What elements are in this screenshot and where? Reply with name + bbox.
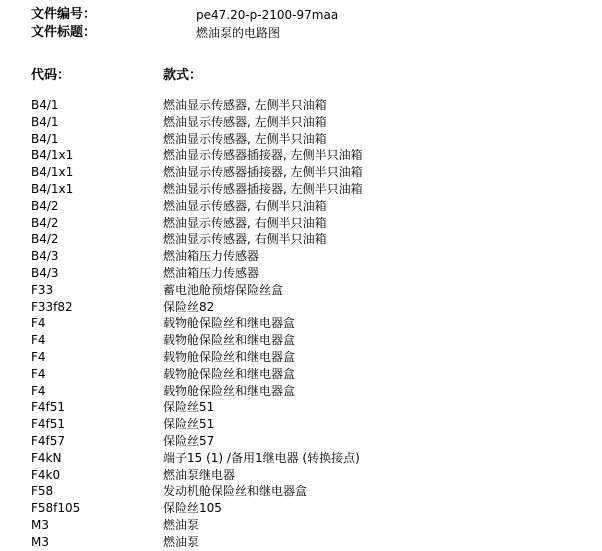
component-code: F4: [31, 383, 46, 398]
list-item: [31, 215, 591, 232]
component-description: 保险丝51: [163, 400, 215, 415]
component-description: 燃油显示传感器, 左侧半只油箱: [163, 98, 327, 112]
list-item: [31, 282, 591, 299]
component-description: 保险丝82: [163, 299, 215, 314]
type-column-header: 款式：: [163, 68, 203, 83]
component-description: 载物舱保险丝和继电器盒: [163, 366, 296, 381]
component-code: B4/1x1: [31, 165, 74, 180]
component-description: 蓄电池舱预熔保险丝盒: [163, 282, 284, 297]
component-description: 端子15 (1) /备用1继电器 (转换接点): [163, 450, 360, 465]
component-code: F4: [31, 349, 46, 364]
list-item: [31, 97, 591, 114]
list-item: [31, 349, 591, 366]
list-item: [31, 366, 591, 383]
code-column-header: 代码：: [31, 68, 71, 83]
component-description: 燃油显示传感器, 左侧半只油箱: [163, 114, 327, 129]
component-list: [31, 97, 591, 551]
list-item: [31, 198, 591, 215]
list-item: [31, 147, 591, 164]
component-description: 燃油显示传感器插接器, 左侧半只油箱: [163, 181, 363, 196]
component-description: 燃油显示传感器, 右侧半只油箱: [163, 198, 327, 213]
table-header: [31, 68, 591, 84]
file-title-label: 文件标题：: [31, 25, 97, 40]
component-code: B4/1: [31, 131, 59, 146]
component-code: F33: [31, 282, 54, 297]
list-item: [31, 467, 591, 484]
list-item: [31, 517, 591, 534]
component-code: B4/2: [31, 232, 59, 247]
list-item: [31, 416, 591, 433]
component-description: 保险丝57: [163, 433, 215, 448]
component-description: 燃油显示传感器插接器, 左侧半只油箱: [163, 165, 363, 180]
component-code: B4/1: [31, 98, 59, 112]
component-description: 载物舱保险丝和继电器盒: [163, 333, 296, 348]
component-description: 燃油泵继电器: [163, 467, 236, 482]
list-item: [31, 131, 591, 148]
component-code: F4f51: [31, 417, 66, 432]
file-title-row: [31, 25, 591, 41]
list-item: [31, 433, 591, 450]
component-description: 保险丝51: [163, 417, 215, 432]
component-description: 燃油显示传感器, 右侧半只油箱: [163, 232, 327, 247]
list-item: [31, 450, 591, 467]
list-item: [31, 383, 591, 400]
component-code: F4: [31, 333, 46, 348]
list-item: [31, 500, 591, 517]
file-title-value: 燃油泵的电路图: [196, 26, 281, 40]
component-description: 载物舱保险丝和继电器盒: [163, 316, 296, 331]
component-description: 燃油泵: [163, 534, 200, 549]
list-item: [31, 315, 591, 332]
component-description: 载物舱保险丝和继电器盒: [163, 383, 296, 398]
component-code: F4k0: [31, 467, 61, 482]
component-description: 燃油显示传感器, 右侧半只油箱: [163, 215, 327, 230]
component-code: M3: [31, 534, 49, 549]
component-code: M3: [31, 517, 49, 532]
list-item: [31, 114, 591, 131]
list-item: [31, 181, 591, 198]
list-item: [31, 164, 591, 181]
component-code: F4: [31, 366, 46, 381]
component-description: 燃油泵: [163, 517, 200, 532]
component-code: B4/1: [31, 114, 59, 129]
list-item: [31, 534, 591, 551]
file-number-value: pe47.20-p-2100-97maa: [196, 8, 339, 22]
file-number-row: [31, 7, 591, 23]
component-code: B4/2: [31, 198, 59, 213]
list-item: [31, 231, 591, 248]
component-description: 燃油箱压力传感器: [163, 265, 260, 280]
component-code: B4/3: [31, 249, 59, 264]
component-description: 载物舱保险丝和继电器盒: [163, 349, 296, 364]
list-item: [31, 299, 591, 316]
component-code: B4/1x1: [31, 181, 74, 196]
component-code: B4/3: [31, 265, 59, 280]
component-description: 燃油显示传感器插接器, 左侧半只油箱: [163, 148, 363, 163]
component-code: F4: [31, 316, 46, 331]
component-code: F4f51: [31, 400, 66, 415]
component-description: 发动机舱保险丝和继电器盒: [163, 484, 308, 499]
list-item: [31, 248, 591, 265]
component-code: F58: [31, 484, 54, 499]
component-code: F58f105: [31, 501, 81, 516]
component-code: F4f57: [31, 433, 66, 448]
component-code: F4kN: [31, 450, 62, 465]
list-item: [31, 265, 591, 282]
list-item: [31, 399, 591, 416]
component-code: B4/1x1: [31, 148, 74, 163]
list-item: [31, 332, 591, 349]
file-number-label: 文件编号：: [31, 7, 97, 22]
component-description: 保险丝105: [163, 501, 222, 516]
component-code: F33f82: [31, 299, 73, 314]
component-description: 燃油显示传感器, 左侧半只油箱: [163, 131, 327, 146]
component-description: 燃油箱压力传感器: [163, 249, 260, 264]
list-item: [31, 483, 591, 500]
component-code: B4/2: [31, 215, 59, 230]
